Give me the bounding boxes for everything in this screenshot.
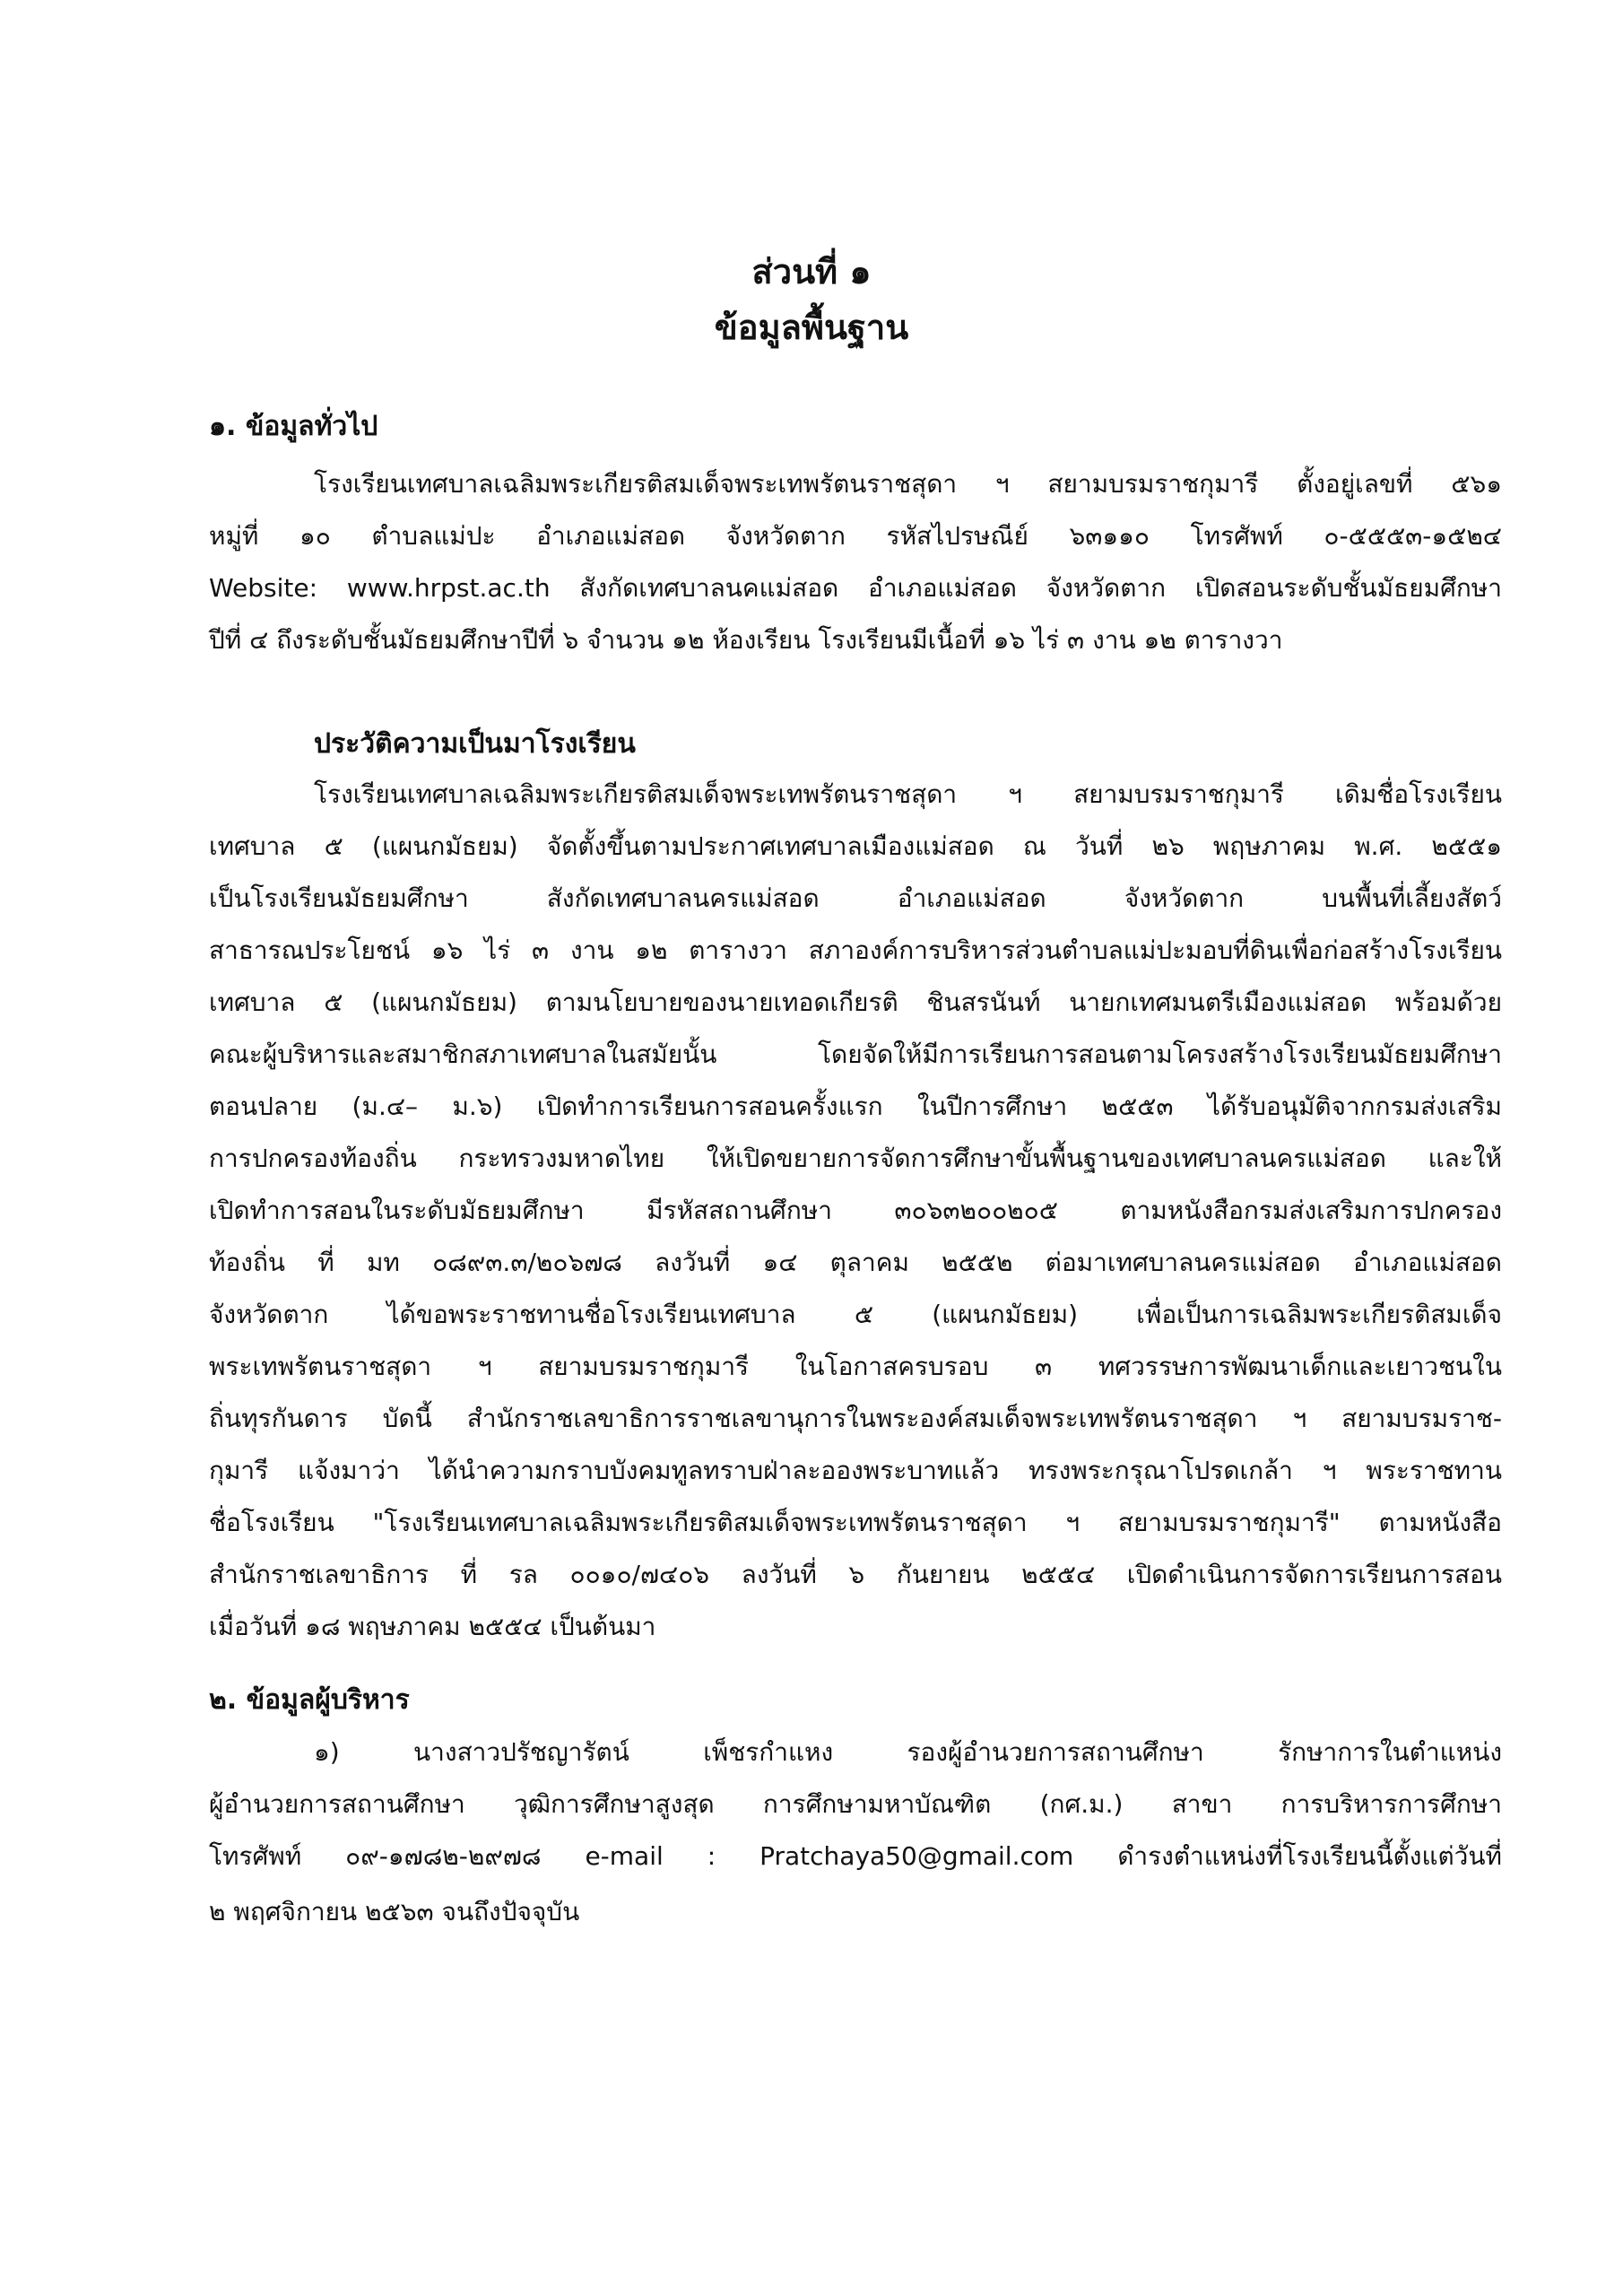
section-2-heading: ๒. ข้อมูลผู้บริหาร — [209, 1684, 410, 1716]
paragraph-line: คณะผู้บริหารและสมาชิกสภาเทศบาลในสมัยนั้น โดยจัดให้มีการเรียนการสอนตามโครงสร้างโรงเรียนมัธยมศึกษา — [209, 1039, 1502, 1069]
paragraph-line: โรงเรียนเทศบาลเฉลิมพระเกียรติสมเด็จพระเทพรัตนราชสุดา ฯ สยามบรมราชกุมารี ตั้งอยู่เลขที่ ๕๖๑ — [314, 469, 1502, 499]
section-1-heading: ๑. ข้อมูลทั่วไป — [209, 411, 378, 442]
part-title: ส่วนที่ ๑ — [751, 252, 872, 291]
paragraph-line: เปิดทำการสอนในระดับมัธยมศึกษา มีรหัสสถานศึกษา ๓๐๖๓๒๐๐๒๐๕ ตามหนังสือกรมส่งเสริมการปกครอง — [209, 1196, 1502, 1225]
paragraph-line: เมื่อวันที่ ๑๘ พฤษภาคม ๒๕๕๔ เป็นต้นมา — [209, 1612, 656, 1641]
paragraph-line: พระเทพรัตนราชสุดา ฯ สยามบรมราชกุมารี ในโอกาสครบรอบ ๓ ทศวรรษการพัฒนาเด็กและเยาวชนใน — [209, 1352, 1502, 1381]
paragraph-line: Website: www.hrpst.ac.th สังกัดเทศบาลนคแม่สอด อำเภอแม่สอด จังหวัดตาก เปิดสอนระดับชั้นมัธยมศึกษา — [209, 573, 1502, 603]
paragraph-line: การปกครองท้องถิ่น กระทรวงมหาดไทย ให้เปิดขยายการจัดการศึกษาขั้นพื้นฐานของเทศบาลนครแม่สอด และให้ — [209, 1144, 1502, 1173]
paragraph-line: ๑) นางสาวปรัชญารัตน์ เพ็ชรกำแหง รองผู้อำนวยการสถานศึกษา รักษาการในตำแหน่ง — [314, 1737, 1502, 1767]
paragraph-line: โทรศัพท์ ๐๙-๑๗๘๒-๒๙๗๘ e-mail : Pratchaya50@gmail.com ดำรงตำแหน่งที่โรงเรียนนี้ตั้งแต่วันที่ — [209, 1841, 1502, 1871]
paragraph-line: สำนักราชเลขาธิการ ที่ รล ๐๐๑๐/๗๔๐๖ ลงวันที่ ๖ กันยายน ๒๕๕๔ เปิดดำเนินการจัดการเรียนการสอน — [209, 1560, 1502, 1589]
paragraph-line: ผู้อำนวยการสถานศึกษา วุฒิการศึกษาสูงสุด การศึกษามหาบัณฑิต (กศ.ม.) สาขา การบริหารการศึกษา — [209, 1789, 1502, 1819]
paragraph-line: ถิ่นทุรกันดาร บัดนี้ สำนักราชเลขาธิการราชเลขานุการในพระองค์สมเด็จพระเทพรัตนราชสุดา ฯ สยามบรมราช- — [209, 1404, 1502, 1433]
paragraph-line: กุมารี แจ้งมาว่า ได้นำความกราบบังคมทูลทราบฝ่าละอองพระบาทแล้ว ทรงพระกรุณาโปรดเกล้า ฯ พระราชทาน — [209, 1456, 1502, 1485]
paragraph-line: โรงเรียนเทศบาลเฉลิมพระเกียรติสมเด็จพระเทพรัตนราชสุดา ฯ สยามบรมราชกุมารี เดิมชื่อโรงเรียน — [314, 779, 1502, 809]
paragraph-line: ๒ พฤศจิกายน ๒๕๖๓ จนถึงปัจจุบัน — [209, 1897, 580, 1926]
paragraph-line: เป็นโรงเรียนมัธยมศึกษา สังกัดเทศบาลนครแม่สอด อำเภอแม่สอด จังหวัดตาก บนพื้นที่เลี้ยงสัตว์ — [209, 883, 1502, 913]
paragraph-line: ปีที่ ๔ ถึงระดับชั้นมัธยมศึกษาปีที่ ๖ จำนวน ๑๒ ห้องเรียน โรงเรียนมีเนื้อที่ ๑๖ ไร่ ๓ งาน ๑๒ ตารางวา — [209, 625, 1283, 655]
paragraph-line: ชื่อโรงเรียน "โรงเรียนเทศบาลเฉลิมพระเกียรติสมเด็จพระเทพรัตนราชสุดา ฯ สยามบรมราชกุมารี" ตามหนังสือ — [209, 1508, 1502, 1537]
paragraph-line: สาธารณประโยชน์ ๑๖ ไร่ ๓ งาน ๑๒ ตารางวา สภาองค์การบริหารส่วนตำบลแม่ปะมอบที่ดินเพื่อก่อสร้างโรงเรียน — [209, 935, 1502, 965]
paragraph-line: จังหวัดตาก ได้ขอพระราชทานชื่อโรงเรียนเทศบาล ๕ (แผนกมัธยม) เพื่อเป็นการเฉลิมพระเกียรติสมเด็จ — [209, 1300, 1502, 1329]
history-heading: ประวัติความเป็นมาโรงเรียน — [314, 728, 636, 760]
paragraph-line: เทศบาล ๕ (แผนกมัธยม) จัดตั้งขึ้นตามประกาศเทศบาลเมืองแม่สอด ณ วันที่ ๒๖ พฤษภาคม พ.ศ. ๒๕๕๑ — [209, 831, 1502, 861]
part-subtitle: ข้อมูลพื้นฐาน — [714, 308, 909, 347]
title-block — [0, 244, 1623, 355]
paragraph-line: ตอนปลาย (ม.๔– ม.๖) เปิดทำการเรียนการสอนครั้งแรก ในปีการศึกษา ๒๕๕๓ ได้รับอนุมัติจากกรมส่งเสริม — [209, 1091, 1502, 1121]
paragraph-line: เทศบาล ๕ (แผนกมัธยม) ตามนโยบายของนายเทอดเกียรติ ชินสรนันท์ นายกเทศมนตรีเมืองแม่สอด พร้อมด้วย — [209, 987, 1502, 1017]
paragraph-line: หมู่ที่ ๑๐ ตำบลแม่ปะ อำเภอแม่สอด จังหวัดตาก รหัสไปรษณีย์ ๖๓๑๑๐ โทรศัพท์ ๐-๕๕๕๓-๑๕๒๔ — [209, 521, 1502, 551]
paragraph-line: ท้องถิ่น ที่ มท ๐๘๙๓.๓/๒๐๖๗๘ ลงวันที่ ๑๔ ตุลาคม ๒๕๕๒ ต่อมาเทศบาลนครแม่สอด อำเภอแม่สอด — [209, 1248, 1502, 1277]
